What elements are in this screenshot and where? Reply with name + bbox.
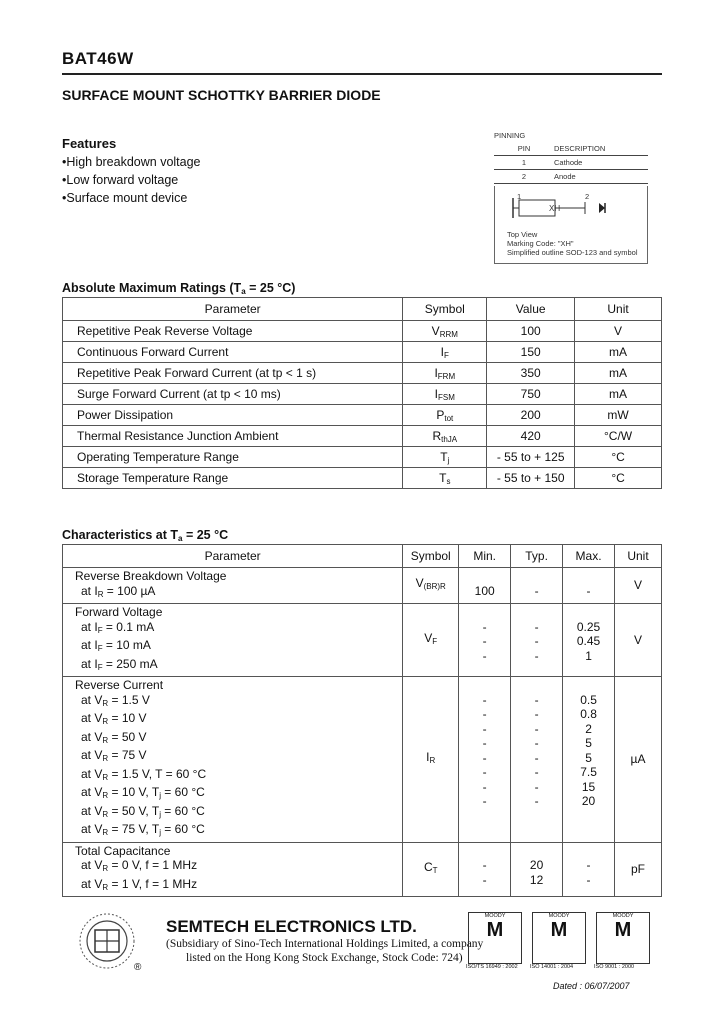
pin-description: Cathode (554, 158, 583, 167)
table-header-row (63, 545, 662, 568)
symbol-text: T (439, 470, 447, 485)
caption-line: Simplified outline SOD-123 and symbol (507, 248, 638, 257)
max-cell (563, 568, 615, 604)
value-line: - (482, 750, 487, 765)
value-line: 20 (581, 794, 596, 808)
value-line: 0.5 (580, 692, 597, 707)
table-header-row (63, 298, 662, 321)
pinning-divider (494, 169, 648, 170)
condition-line: at $I_F = 250$ mA (81, 656, 158, 672)
value-line: 5 (585, 750, 592, 765)
param-cell: Repetitive Peak Reverse Voltage (63, 321, 403, 342)
unit-cell: mW (575, 405, 662, 426)
param-cell (63, 568, 403, 604)
param-cell: Continuous Forward Current (63, 342, 403, 363)
unit-cell: V (575, 321, 662, 342)
pin-number: 2 (521, 172, 527, 181)
value-line: - (482, 648, 487, 663)
symbol-text: I (434, 386, 439, 401)
condition-line: at $V_R = 0$ V, f = 1 MHz (81, 858, 198, 873)
param-cell: Power Dissipation (63, 405, 403, 426)
symbol-text: R (432, 428, 442, 443)
condition-line: at $I_F = 0.1$ mA (81, 619, 155, 635)
value-cell: 350 (487, 363, 575, 384)
symbol-text: P (436, 407, 445, 422)
unit-cell: °C (575, 468, 662, 489)
diagram-pin1-label: 1 (517, 192, 522, 201)
table-row (63, 384, 662, 405)
value-line: - (534, 779, 539, 794)
value-line: - (534, 634, 539, 648)
symbol-sub: FSM (438, 392, 455, 402)
value-line: - (586, 872, 591, 887)
symbol-cell (403, 321, 487, 342)
symbol-sub: RRM (439, 329, 458, 339)
condition-line: at $V_R = 1$ V, f = 1 MHz (81, 876, 198, 892)
value-line: 100 (474, 583, 495, 598)
pinning-block (494, 131, 648, 257)
value-line: - (534, 765, 539, 779)
condition-line: at $V_R = 50$ V, $T_j = 60$ °C (81, 803, 205, 819)
group-title: Forward Voltage (75, 605, 163, 619)
symbol-cell (403, 604, 459, 677)
symbol-sub: thJA (441, 434, 458, 444)
symbol-text: I (434, 365, 438, 380)
symbol-cell (403, 677, 459, 843)
typ-cell (511, 842, 563, 897)
max-cell (563, 677, 615, 843)
features-list (62, 153, 201, 207)
pinning-divider (494, 183, 648, 184)
value-cell: 750 (487, 384, 575, 405)
symbol-cell (403, 384, 487, 405)
caption-line: Top View (507, 230, 538, 239)
cert-badge-icon: MOODY M (468, 912, 522, 964)
feature-item: • High breakdown voltage (62, 153, 201, 171)
col-header: Min. (459, 545, 511, 568)
value-line: - (534, 648, 539, 663)
value-line: 1 (585, 648, 592, 663)
symbol-text: V (424, 630, 433, 645)
caption-line: Marking Code: "XH" (507, 239, 574, 248)
table-row (63, 342, 662, 363)
subsidiary-line: (Subsidiary of Sino-Tech International Holdings Limited, a company (166, 938, 484, 950)
condition-line: at $V_R = 1.5$ V (81, 692, 150, 708)
value-cell: - 55 to + 125 (487, 447, 575, 468)
condition-line: at $V_R = 50$ V (81, 729, 147, 745)
condition-line: at $V_R = 75$ V, $T_j = 60$ °C (81, 822, 205, 837)
col-header: Unit (615, 545, 662, 568)
value-cell: 150 (487, 342, 575, 363)
pinning-row (494, 158, 648, 167)
table-row (63, 426, 662, 447)
part-number: BAT46W (62, 49, 134, 68)
value-line: 0.8 (580, 707, 597, 721)
param-cell: Repetitive Peak Forward Current (at tp < 1 s) (63, 363, 403, 384)
unit-cell: mA (575, 363, 662, 384)
value-cell: - 55 to + 150 (487, 468, 575, 489)
pinning-header-row (494, 144, 648, 153)
cert-badge-icon: MOODY M (532, 912, 586, 964)
symbol-text: I (440, 344, 445, 359)
table-row (63, 405, 662, 426)
value-cell: 420 (487, 426, 575, 447)
col-header: Symbol (403, 545, 459, 568)
unit-cell: V (615, 604, 662, 677)
value-line: - (482, 858, 487, 872)
unit-cell: pF (615, 842, 662, 897)
max-cell (563, 842, 615, 897)
symbol-cell (403, 342, 487, 363)
feature-item: • Surface mount device (62, 189, 201, 207)
value-cell: 100 (487, 321, 575, 342)
col-header: Typ. (511, 545, 563, 568)
value-line: 20 (529, 858, 544, 872)
symbol-sub: (BR)R (423, 582, 446, 592)
value-line: - (482, 634, 487, 648)
registered-mark: ® (134, 962, 142, 973)
abs-max-table (62, 297, 662, 489)
symbol-sub: T (432, 866, 438, 875)
table-row (63, 604, 662, 677)
table-row (63, 677, 662, 843)
col-header: Max. (563, 545, 615, 568)
unit-cell: µA (615, 677, 662, 843)
table-row (63, 321, 662, 342)
symbol-sub: F (444, 350, 449, 360)
abs-max-heading: Absolute Maximum Ratings ($T_a = 25$ °C) (62, 281, 296, 296)
group-title: Total Capacitance (75, 843, 171, 858)
param-cell (63, 604, 403, 677)
feature-item: • Low forward voltage (62, 171, 201, 189)
value-line: - (482, 619, 487, 634)
table-row (63, 568, 662, 604)
symbol-text: V (415, 576, 424, 591)
col-header: Parameter (63, 545, 403, 568)
table-row (63, 842, 662, 897)
min-cell (459, 604, 511, 677)
symbol-sub: tot (444, 413, 454, 423)
unit-cell: °C (575, 447, 662, 468)
pin-description: Anode (554, 172, 576, 181)
param-cell: Operating Temperature Range (63, 447, 403, 468)
value-line: - (482, 707, 487, 721)
value-line: - (482, 692, 487, 707)
col-header: Parameter (63, 298, 403, 321)
table-row (63, 363, 662, 384)
symbol-cell (403, 568, 459, 604)
pinning-row (494, 172, 648, 181)
group-title: Reverse Breakdown Voltage (75, 569, 227, 583)
value-line: - (482, 736, 487, 750)
table-row (63, 468, 662, 489)
symbol-text: I (426, 750, 430, 764)
max-cell (563, 604, 615, 677)
diagram-pin2-label: 2 (585, 192, 590, 201)
value-line: 5 (585, 736, 592, 750)
value-line: - (534, 736, 539, 750)
param-cell (63, 842, 403, 897)
typ-cell (511, 677, 563, 843)
dated-label: Dated : 06/07/2007 (553, 981, 630, 991)
pinning-heading: PINNING (494, 131, 526, 140)
value-line: 15 (581, 779, 596, 794)
value-line: 2 (585, 721, 592, 736)
unit-cell: V (615, 568, 662, 604)
header-divider (62, 73, 662, 75)
group-title: Reverse Current (75, 678, 164, 692)
value-line: - (534, 707, 539, 721)
col-header: Value (487, 298, 575, 321)
value-line: - (586, 858, 591, 872)
device-subtitle: SURFACE MOUNT SCHOTTKY BARRIER DIODE (62, 87, 381, 103)
symbol-cell (403, 405, 487, 426)
param-cell: Storage Temperature Range (63, 468, 403, 489)
symbol-cell (403, 842, 459, 897)
features-heading: Features (62, 136, 117, 151)
diagram-marking: XH (549, 204, 561, 213)
value-line: - (534, 794, 539, 808)
condition-line: at $V_R = 10$ V, $T_j = 60$ °C (81, 785, 205, 800)
symbol-cell (403, 468, 487, 489)
symbol-sub: j (447, 455, 450, 465)
symbol-sub: s (446, 476, 451, 486)
symbol-text: T (440, 449, 448, 464)
characteristics-heading: Characteristics at $T_a = 25$ °C (62, 528, 229, 543)
company-name: SEMTECH ELECTRONICS LTD. (166, 917, 417, 936)
value-line: - (534, 583, 539, 598)
table-row (63, 447, 662, 468)
min-cell (459, 842, 511, 897)
condition-line: at $V_R = 10$ V (81, 711, 147, 726)
value-line: - (482, 872, 487, 887)
condition-line: at $V_R = 1.5$ V, T = 60 °C (81, 766, 207, 782)
min-cell (459, 677, 511, 843)
value-line: - (534, 619, 539, 634)
cert-caption: ISO 9001 : 2000 (594, 964, 635, 970)
value-line: - (482, 794, 487, 808)
unit-cell: mA (575, 384, 662, 405)
value-line: 7.5 (580, 765, 597, 779)
symbol-text: V (431, 323, 440, 338)
min-cell (459, 568, 511, 604)
value-line: 12 (529, 872, 544, 887)
symbol-sub: F (432, 636, 438, 646)
company-logo-icon (78, 912, 136, 970)
condition-line: at $V_R = 75$ V (81, 748, 147, 763)
col-header: Unit (575, 298, 662, 321)
value-line: - (482, 721, 487, 736)
typ-cell (511, 604, 563, 677)
cert-badge-icon: MOODY M (596, 912, 650, 964)
diagram-caption (507, 230, 637, 257)
param-cell: Thermal Resistance Junction Ambient (63, 426, 403, 447)
condition-line: at $I_R = 100$ µA (81, 583, 156, 599)
pin-col-header: PIN (517, 144, 531, 153)
param-cell (63, 677, 403, 843)
unit-cell: °C/W (575, 426, 662, 447)
symbol-cell (403, 426, 487, 447)
col-header: Symbol (403, 298, 487, 321)
value-line: - (482, 779, 487, 794)
condition-line: at $I_F = 10$ mA (81, 638, 151, 653)
cert-caption: ISO/TS 16949 : 2002 (466, 964, 518, 970)
value-line: 0.25 (576, 619, 601, 634)
unit-cell: mA (575, 342, 662, 363)
value-cell: 200 (487, 405, 575, 426)
symbol-text: C (423, 860, 433, 874)
value-line: - (534, 721, 539, 736)
characteristics-table (62, 544, 662, 897)
param-cell: Surge Forward Current (at tp < 10 ms) (63, 384, 403, 405)
symbol-cell (403, 447, 487, 468)
subsidiary-line: listed on the Hong Kong Stock Exchange, Stock Code: 724) (186, 952, 463, 964)
symbol-cell (403, 363, 487, 384)
symbol-sub: FRM (437, 371, 456, 381)
pin-number: 1 (521, 158, 527, 167)
pinning-divider (494, 155, 648, 156)
value-line: - (482, 765, 487, 779)
cert-caption: ISO 14001 : 2004 (530, 964, 574, 970)
value-line: - (534, 750, 539, 765)
value-line: - (534, 692, 539, 707)
value-line: - (586, 583, 591, 598)
value-line: 0.45 (576, 634, 601, 648)
symbol-sub: R (429, 756, 436, 765)
package-diagram (494, 186, 648, 264)
desc-col-header: DESCRIPTION (554, 144, 606, 153)
typ-cell (511, 568, 563, 604)
